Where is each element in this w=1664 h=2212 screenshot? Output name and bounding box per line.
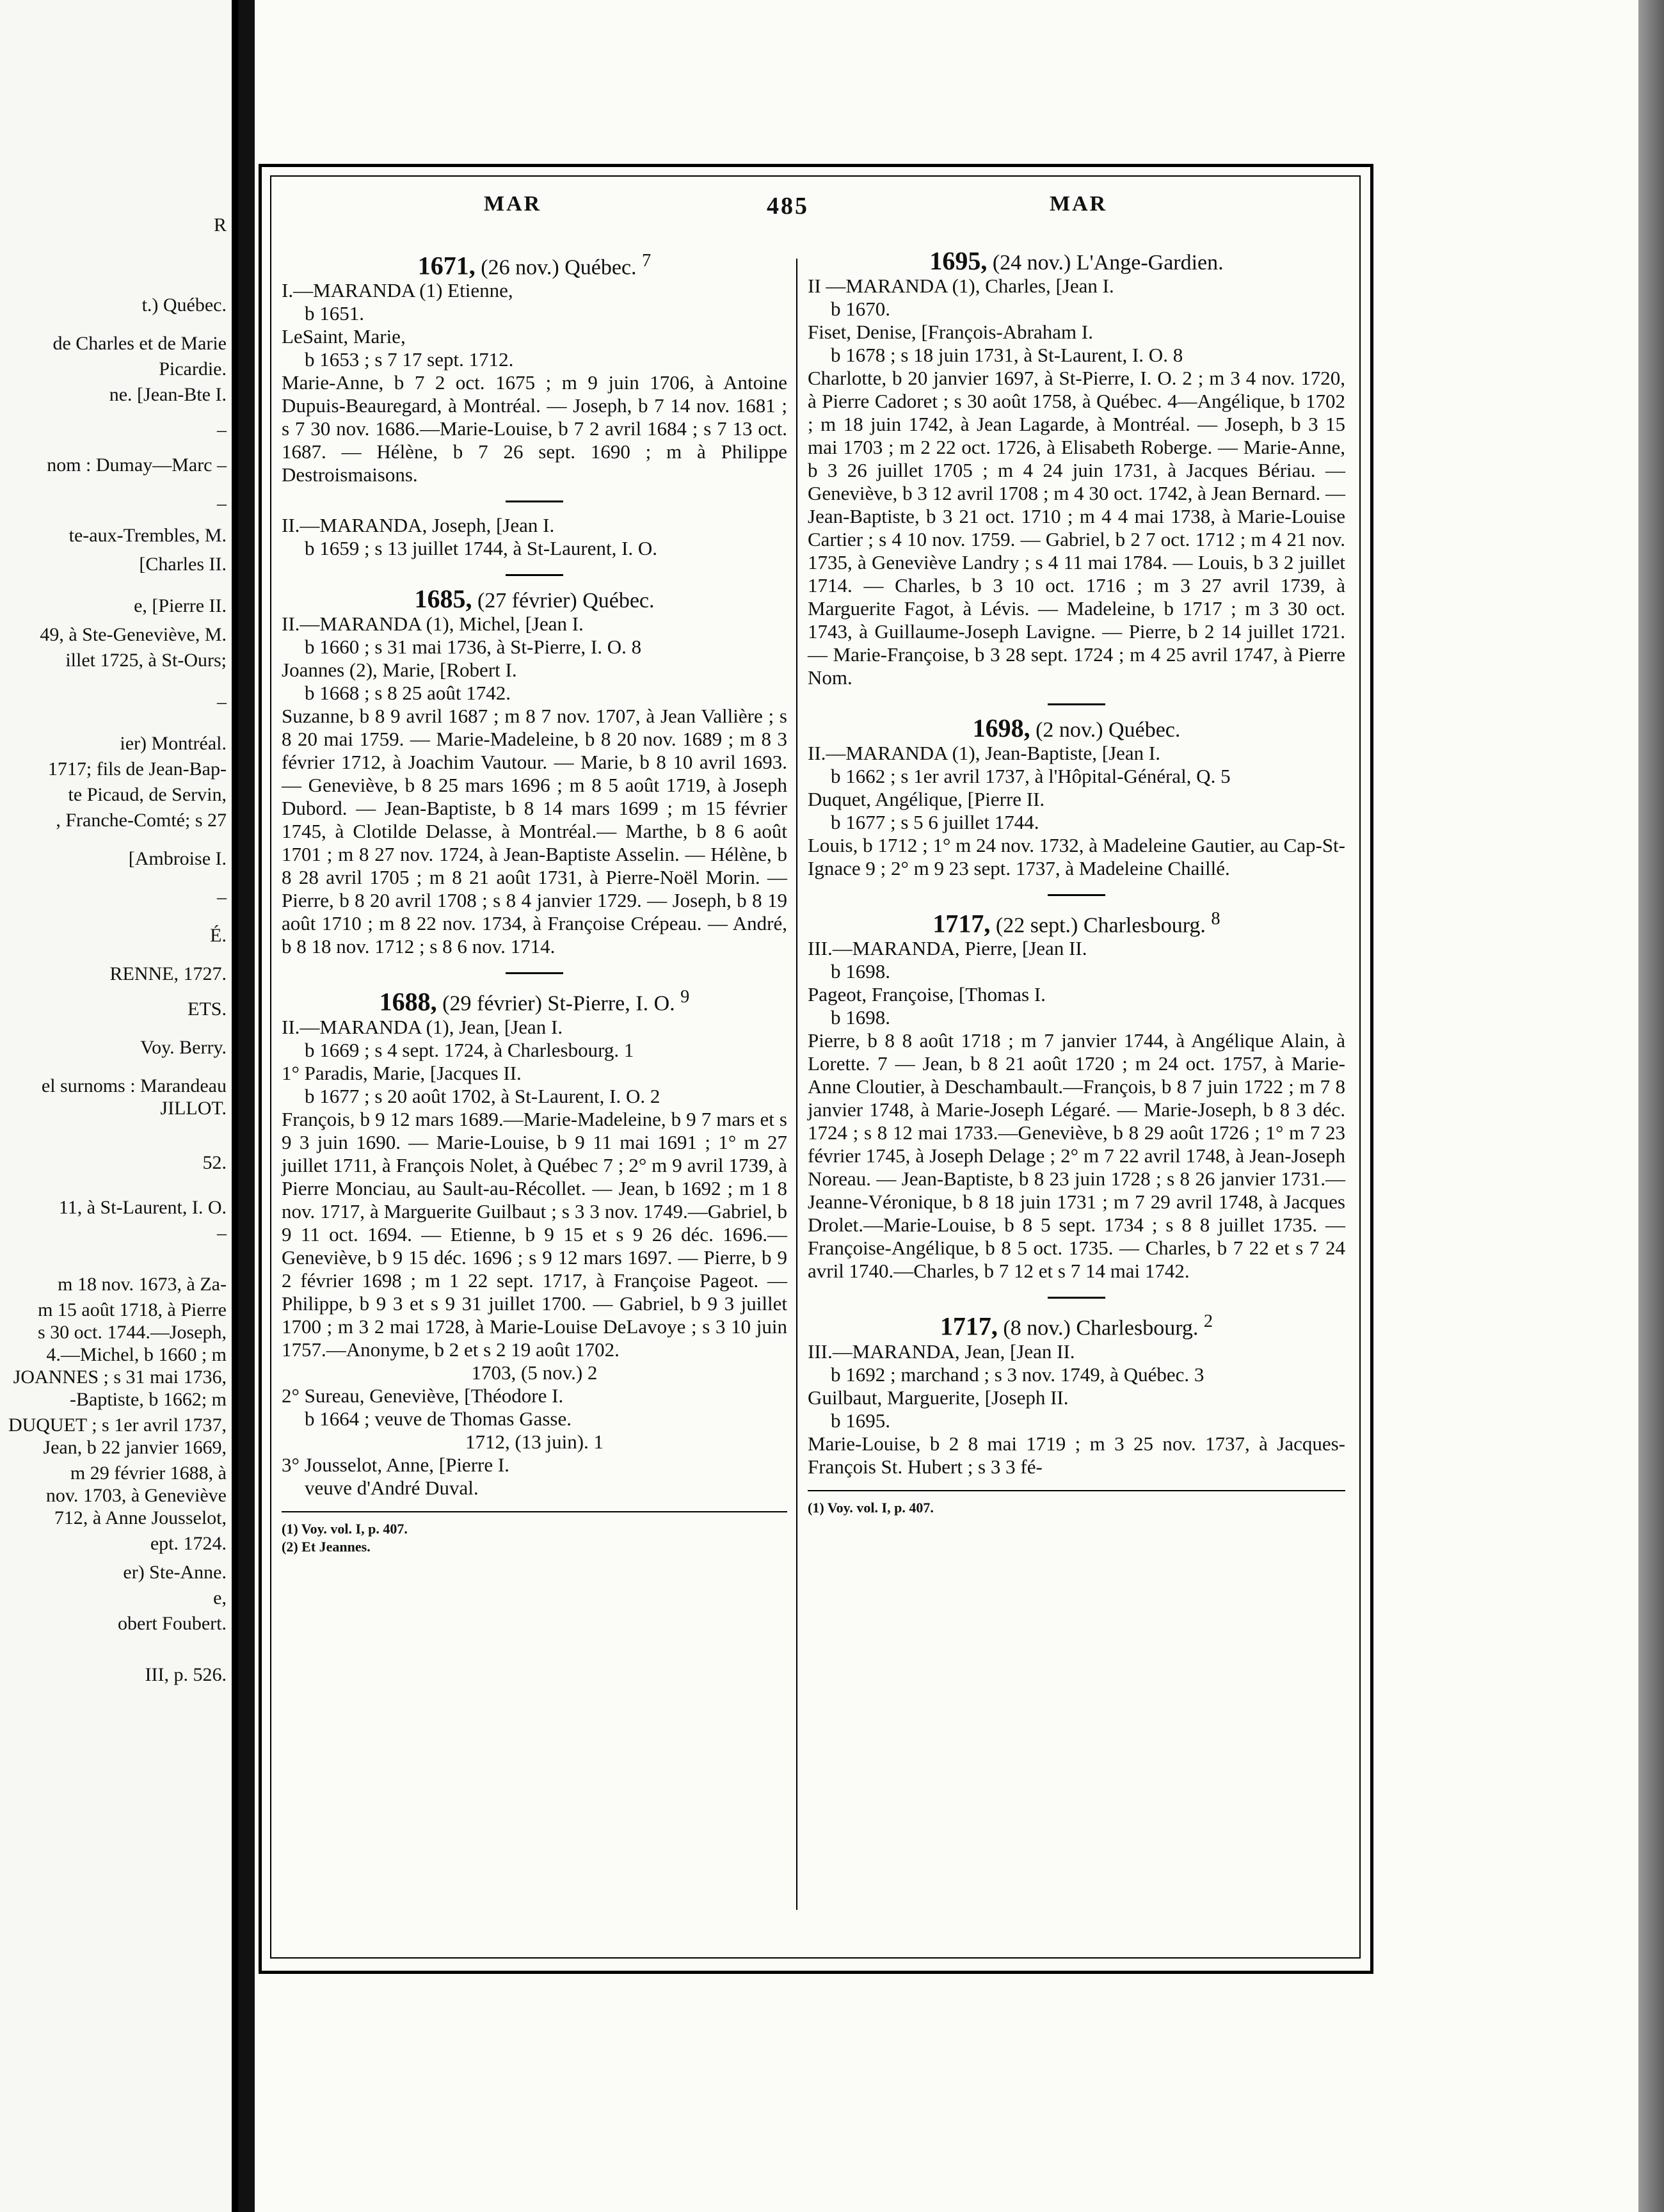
previous-page-line: JILLOT. (160, 1098, 227, 1119)
previous-page-line: te-aux-Trembles, M. (68, 525, 227, 546)
entry-line: I.—MARANDA (1) Etienne, (282, 279, 513, 302)
previous-page-line: Jean, b 22 janvier 1669, (43, 1437, 227, 1458)
place-reference-mark: 8 (1211, 909, 1220, 929)
entry-line: b 1668 ; s 8 25 août 1742. (305, 682, 511, 705)
marriage-place: (2 nov.) Québec. (1036, 718, 1181, 742)
previous-page-line: – (217, 419, 227, 440)
previous-page-line: JOANNES ; s 31 mai 1736, (13, 1366, 227, 1388)
marriage-year: 1717, (940, 1311, 998, 1341)
previous-page-line: [Ambroise I. (128, 848, 227, 869)
entry-line: Suzanne, b 8 9 avril 1687 ; m 8 7 nov. 1707, à Jean Vallière ; s 8 20 mai 1759. — Marie-Madeleine, b 8 20 nov. 1689 ; m 8 3 février 1712, à Joachim Vautour. — Marie, b 8 10 avril 1693. — Geneviève, b 8 25 mars 1696 ; m 8 5 août 1719, à Joseph Dubord. — Jean-Baptiste, b 8 14 mars 1699 ; m 15 février 1745, à Clotilde Delasse, à Montréal.— Marthe, b 8 6 août 1701 ; m 8 27 nov. 1724, à Jean-Baptiste Asselin. — Hélène, b 8 28 avril 1705 ; m 8 21 août 1731, à Pierre-Noël Morin. — Pierre, b 8 20 avril 1708 ; s 8 4 janvier 1729. — Joseph, b 8 19 août 1710 ; m 8 22 nov. 1734, à Françoise Crépeau. — André, b 8 18 nov. 1712 ; s 8 6 nov. 1714. (282, 705, 787, 958)
entry-separator (506, 972, 563, 974)
entry-line: LeSaint, Marie, (282, 325, 406, 348)
previous-page-line: 712, à Anne Jousselot, (54, 1507, 227, 1528)
marriage-heading (808, 908, 1345, 937)
entry-line: 1712, (13 juin). 1 (465, 1430, 604, 1453)
previous-page-line: m 18 nov. 1673, à Za- (58, 1274, 227, 1295)
previous-page-line: obert Foubert. (118, 1613, 227, 1634)
entry-line: II.—MARANDA (1), Jean-Baptiste, [Jean I. (808, 742, 1160, 764)
previous-page-line: 11, à St-Laurent, I. O. (58, 1197, 227, 1218)
previous-page-line: m 15 août 1718, à Pierre (38, 1299, 227, 1320)
entry-line: Guilbaut, Marguerite, [Joseph II. (808, 1386, 1069, 1409)
entry-line: François, b 9 12 mars 1689.—Marie-Madeleine, b 9 7 mars et s 9 3 juin 1690. — Marie-Louise, b 9 11 mai 1691 ; 1° m 27 juillet 1711, à François Nolet, à Québec 7 ; 2° m 9 avril 1739, à Pierre Monciau, au Sault-au-Récollet. — Jean, b 1692 ; m 1 8 nov. 1717, à Marguerite Guilbaut ; s 3 3 nov. 1749.—Gabriel, b 9 11 oct. 1694. — Etienne, b 9 15 et s 9 26 déc. 1696.—Geneviève, b 9 15 déc. 1696 ; s 9 12 mars 1697. — Pierre, b 9 2 février 1698 ; m 1 22 sept. 1717, à Françoise Pageot. — Philippe, b 9 3 et s 9 31 juillet 1700. — Gabriel, b 9 3 juillet 1700 ; m 3 2 mai 1728, à Marie-Louise DeLavoye ; s 3 10 juin 1757.—Anonyme, b 2 et s 2 19 août 1702. (282, 1107, 787, 1361)
entry-line: veuve d'André Duval. (305, 1476, 479, 1499)
entry-line: b 1653 ; s 7 17 sept. 1712. (305, 348, 514, 371)
previous-page-line: e, (213, 1587, 227, 1608)
footnote-rule (282, 1511, 787, 1512)
marriage-year: 1671, (417, 251, 476, 280)
entry-separator (506, 574, 563, 576)
entry-separator (1048, 703, 1105, 705)
marriage-heading (282, 584, 787, 614)
place-reference-mark: 7 (642, 251, 652, 271)
previous-page-line: nom : Dumay—Marc – (47, 454, 227, 476)
previous-page-line: -Baptiste, b 1662; m (70, 1389, 227, 1410)
marriage-heading (808, 1310, 1345, 1340)
header-left: MAR (484, 192, 542, 216)
entry-line: b 1659 ; s 13 juillet 1744, à St-Laurent, I. O. (305, 537, 658, 560)
previous-page-line: ETS. (188, 998, 227, 1020)
genealogy-entry (282, 250, 787, 486)
place-reference-mark: 2 (1203, 1311, 1213, 1332)
column-divider (796, 259, 797, 1910)
marriage-year: 1698, (972, 714, 1030, 742)
previous-page-line: [Charles II. (139, 554, 227, 575)
previous-page-line: – (217, 493, 227, 514)
marriage-place: (29 février) St-Pierre, I. O. (442, 991, 675, 1016)
previous-page-line: É. (210, 925, 227, 946)
marriage-place: (22 sept.) Charlesbourg. (995, 913, 1206, 938)
previous-page-line: ept. 1724. (150, 1533, 227, 1554)
entry-line: b 1651. (305, 302, 364, 325)
entry-line: 1° Paradis, Marie, [Jacques II. (282, 1061, 522, 1084)
marriage-place: (8 nov.) Charlesbourg. (1003, 1316, 1199, 1340)
entry-line: III.—MARANDA, Jean, [Jean II. (808, 1340, 1075, 1363)
previous-page-line: m 29 février 1688, à (70, 1463, 227, 1484)
entry-line: Pageot, Françoise, [Thomas I. (808, 983, 1046, 1006)
previous-page-line: s 30 oct. 1744.—Joseph, (38, 1322, 227, 1343)
previous-page-line: 1717; fils de Jean-Bap- (47, 758, 227, 780)
genealogy-entry (808, 703, 1345, 880)
entry-separator (1048, 894, 1105, 896)
marriage-place: (27 février) Québec. (477, 589, 655, 613)
header-right: MAR (1050, 192, 1108, 216)
genealogy-entry (282, 501, 787, 560)
previous-page-line: nov. 1703, à Geneviève (45, 1485, 227, 1506)
previous-page-line: – (217, 886, 227, 908)
footnote-rule (808, 1490, 1345, 1491)
genealogy-entry (808, 894, 1345, 1283)
previous-page-line: – (217, 691, 227, 712)
entry-line: 3° Jousselot, Anne, [Pierre I. (282, 1453, 509, 1476)
entry-separator (506, 501, 563, 502)
marriage-year: 1688, (379, 987, 437, 1016)
entry-line: II.—MARANDA (1), Michel, [Jean I. (282, 613, 584, 636)
marriage-heading (808, 714, 1345, 742)
left-column (282, 250, 787, 1556)
previous-page-line: 52. (202, 1152, 227, 1173)
previous-page-line: RENNE, 1727. (109, 963, 227, 984)
marriage-year: 1695, (929, 246, 988, 275)
entry-line: II.—MARANDA, Joseph, [Jean I. (282, 514, 555, 537)
footnote: (1) Voy. vol. I, p. 407. (808, 1499, 934, 1516)
entry-line: b 1677 ; s 20 août 1702, à St-Laurent, I. O. 2 (305, 1084, 660, 1107)
entry-line: 1703, (5 nov.) 2 (471, 1361, 598, 1384)
previous-page-line: Picardie. (159, 358, 227, 380)
entry-line: b 1662 ; s 1er avril 1737, à l'Hôpital-Général, Q. 5 (831, 765, 1231, 787)
marriage-year: 1685, (414, 584, 472, 614)
marriage-year: 1717, (932, 909, 991, 938)
marriage-place: (24 nov.) L'Ange-Gardien. (992, 251, 1224, 275)
previous-page-line: ier) Montréal. (120, 733, 227, 754)
genealogy-entry (808, 246, 1345, 689)
previous-page-line: ne. [Jean-Bte I. (109, 384, 227, 405)
page-number: 485 (767, 193, 809, 220)
previous-page-line: te Picaud, de Servin, (68, 784, 227, 805)
previous-page-fragment (0, 0, 238, 2212)
entry-line: b 1677 ; s 5 6 juillet 1744. (831, 811, 1039, 833)
footnote: (2) Et Jeannes. (282, 1538, 371, 1555)
entry-line: b 1678 ; s 18 juin 1731, à St-Laurent, I. O. 8 (831, 344, 1183, 366)
footnote: (1) Voy. vol. I, p. 407. (282, 1520, 408, 1537)
entry-line: b 1670. (831, 298, 890, 320)
previous-page-line: e, [Pierre II. (134, 595, 227, 616)
previous-page-line: illet 1725, à St-Ours; (65, 650, 227, 671)
page-edge-shadow (1638, 0, 1664, 2212)
marriage-heading (282, 250, 787, 279)
entry-line: Charlotte, b 20 janvier 1697, à St-Pierre, I. O. 2 ; m 3 4 nov. 1720, à Pierre Cadoret ; s 30 août 1758, à Québec. 4—Angélique, b 1702 ; m 18 juin 1742, à Jean Lagarde, à Montréal. — Joseph, b 3 15 mai 1703 ; m 2 22 oct. 1726, à Elisabeth Roberge. — Marie-Anne, b 3 26 juillet 1705 ; m 4 24 juin 1731, à Jacques Bériau. — Geneviève, b 3 12 avril 1708 ; m 4 30 oct. 1742, à Jean Bernard. — Jean-Baptiste, b 3 21 oct. 1710 ; m 4 4 mai 1738, à Marie-Louise Cartier ; s 4 10 nov. 1759. — Gabriel, b 2 7 oct. 1712 ; m 4 21 nov. 1735, à Geneviève Landry ; s 4 11 mai 1784. — Louis, b 3 2 juillet 1714. — Charles, b 3 10 oct. 1716 ; m 3 27 avril 1739, à Marguerite Fagot, à Lévis. — Madeleine, b 1717 ; m 3 30 oct. 1743, à Guillaume-Joseph Lavigne. — Pierre, b 2 14 juillet 1721. — Marie-Françoise, b 3 28 sept. 1724 ; m 4 25 avril 1747, à Pierre Nom. (808, 367, 1345, 689)
previous-page-line: R (213, 214, 227, 236)
previous-page-line: el surnoms : Marandeau (41, 1075, 227, 1096)
previous-page-line: 4.—Michel, b 1660 ; m (46, 1344, 227, 1365)
marriage-place: (26 nov.) Québec. (481, 255, 637, 280)
entry-line: b 1698. (831, 960, 890, 983)
entry-line: Duquet, Angélique, [Pierre II. (808, 788, 1045, 810)
right-column (808, 246, 1345, 1517)
entry-line: Fiset, Denise, [François-Abraham I. (808, 321, 1093, 343)
previous-page-line: , Franche-Comté; s 27 (56, 810, 227, 831)
entry-line: 2° Sureau, Geneviève, [Théodore I. (282, 1384, 564, 1407)
previous-page-line: DUQUET ; s 1er avril 1737, (8, 1415, 227, 1436)
previous-page-line: de Charles et de Marie (52, 333, 227, 354)
place-reference-mark: 9 (680, 987, 690, 1007)
entry-line: b 1669 ; s 4 sept. 1724, à Charlesbourg. 1 (305, 1038, 634, 1061)
entry-line: Marie-Louise, b 2 8 mai 1719 ; m 3 25 nov. 1737, à Jacques-François St. Hubert ; s 3 3 fé- (808, 1432, 1345, 1478)
genealogy-entry (282, 574, 787, 958)
entry-line: b 1664 ; veuve de Thomas Gasse. (305, 1407, 572, 1430)
entry-line: Joannes (2), Marie, [Robert I. (282, 659, 517, 682)
previous-page-line: – (217, 1222, 227, 1244)
entry-line: II —MARANDA (1), Charles, [Jean I. (808, 275, 1114, 297)
previous-page-line: III, p. 526. (145, 1664, 227, 1685)
marriage-heading (808, 246, 1345, 275)
entry-line: b 1695. (831, 1409, 890, 1432)
entry-line: Louis, b 1712 ; 1° m 24 nov. 1732, à Madeleine Gautier, au Cap-St-Ignace 9 ; 2° m 9 23 sept. 1737, à Madeleine Chaillé. (808, 834, 1345, 879)
entry-line: b 1692 ; marchand ; s 3 nov. 1749, à Québec. 3 (831, 1363, 1204, 1386)
genealogy-entry (808, 1297, 1345, 1478)
entry-separator (1048, 1297, 1105, 1299)
entry-line: Marie-Anne, b 7 2 oct. 1675 ; m 9 juin 1706, à Antoine Dupuis-Beauregard, à Montréal. — Joseph, b 7 14 nov. 1681 ; s 7 30 nov. 1686.—Marie-Louise, b 7 2 avril 1684 ; s 7 13 oct. 1687. — Hélène, b 7 26 sept. 1690 ; m à Philippe Destroismaisons. (282, 371, 787, 486)
entry-line: b 1660 ; s 31 mai 1736, à St-Pierre, I. O. 8 (305, 636, 642, 659)
previous-page-line: Voy. Berry. (140, 1037, 227, 1058)
marriage-heading (282, 986, 787, 1015)
entry-line: Pierre, b 8 8 août 1718 ; m 7 janvier 1744, à Angélique Alain, à Lorette. 7 — Jean, b 8 21 août 1720 ; m 24 oct. 1757, à Marie-Anne Cloutier, à Deschambault.—François, b 8 7 juin 1722 ; m 7 8 janvier 1748, à Marie-Joseph Légaré. — Marie-Joseph, b 8 3 déc. 1724 ; s 8 12 mai 1733.—Geneviève, b 8 29 août 1726 ; 1° m 7 23 février 1745, à Joseph Delage ; 2° m 7 22 avril 1748, à Jean-Joseph Noreau. — Jean-Baptiste, b 8 23 juin 1728 ; s 8 26 janvier 1731.—Jeanne-Véronique, b 8 18 juin 1731 ; m 7 29 avril 1748, à Jacques Drolet.—Marie-Louise, b 8 5 sept. 1734 ; s 8 8 juillet 1735. — Françoise-Angélique, b 8 5 oct. 1735. — Charles, b 7 22 et s 7 24 avril 1740.—Charles, b 7 12 et s 7 14 mai 1742. (808, 1029, 1345, 1283)
previous-page-line: t.) Québec. (141, 294, 227, 316)
entry-line: II.—MARANDA (1), Jean, [Jean I. (282, 1015, 563, 1038)
entry-line: III.—MARANDA, Pierre, [Jean II. (808, 937, 1087, 960)
genealogy-entry (282, 972, 787, 1499)
previous-page-line: 49, à Ste-Geneviève, M. (40, 624, 227, 645)
entry-line: b 1698. (831, 1006, 890, 1029)
previous-page-line: er) Ste-Anne. (123, 1562, 227, 1583)
